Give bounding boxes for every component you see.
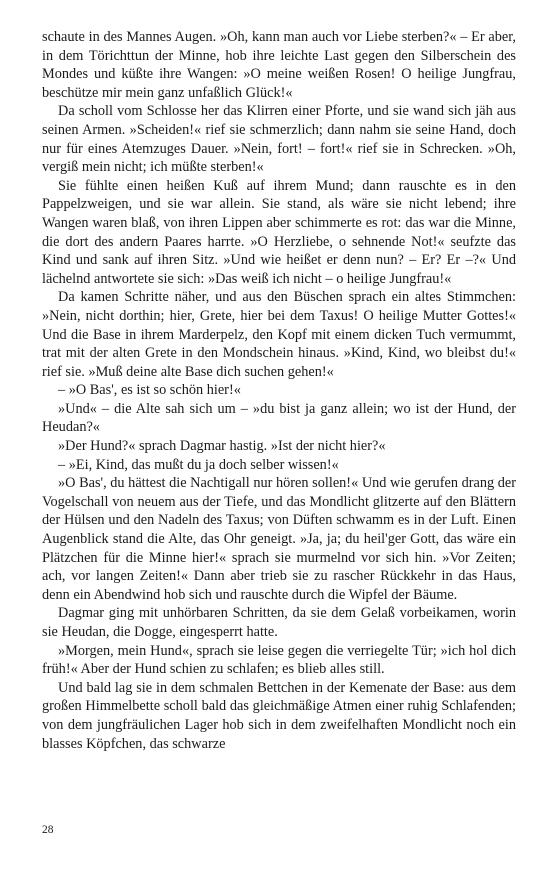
paragraph-9: »O Bas', du hättest die Nachtigall nur hören sollen!« Und wie gerufen drang der Vogelschall von neuem aus der Tiefe, und das Mondlicht glitzerte auf den Blättern der Hülsen und den Nadeln des Taxus; von Düften schwamm es in der Luft. Einen Augenblick stand die Alte, das Ohr geneigt. »Ja, ja; du heil'ger Gott, das wäre ein Plätzchen für die Minne hier!« sprach sie murmelnd vor sich hin. »Vor Zeiten; ach, vor langen Zeiten!« Dann aber trieb sie zu rascher Rückkehr in das Haus, denn ein Abendwind hob sich und rauschte durch die Wipfel der Bäume. bbox=[42, 475, 516, 603]
page-number: 28 bbox=[42, 824, 54, 836]
paragraph-3: Sie fühlte einen heißen Kuß auf ihrem Mund; dann rauschte es in den Pappelzweigen, und sie war allein. Sie stand, als wäre sie nicht lebend; ihre Wangen waren blaß, von ihren Lippen aber schimmerte es rot: das war die Minne, die dort des andern Paares harrte. »O Herzliebe, o sehnende Not!« seufzte das Kind und sank auf ihren Sitz. »Und wie heißet er denn nun? – Er? Er –?« Und lächelnd antwortete sie sich: »Das weiß ich nicht – o heilige Jungfrau!« bbox=[42, 177, 516, 287]
paragraph-10: Dagmar ging mit unhörbaren Schritten, da sie dem Gelaß vorbeikamen, worin sie Heudan, die Dogge, eingesperrt hatte. bbox=[42, 605, 516, 640]
paragraph-2: Da scholl vom Schlosse her das Klirren einer Pforte, und sie wand sich jäh aus seinen Armen. »Scheiden!« rief sie schmerzlich; dann nahm sie seine Hand, doch nur für eines Atemzuges Dauer. »Nein, fort! – fort!« rief sie in Schrecken. »Oh, vergiß mein nicht; ich müßte sterben!« bbox=[42, 103, 516, 176]
paragraph-8: – »Ei, Kind, das mußt du ja doch selber wissen!« bbox=[58, 456, 339, 473]
body-text bbox=[42, 28, 516, 753]
paragraph-5: – »O Bas', es ist so schön hier!« bbox=[58, 382, 241, 399]
paragraph-7: »Der Hund?« sprach Dagmar hastig. »Ist der nicht hier?« bbox=[58, 438, 386, 455]
paragraph-1: schaute in des Mannes Augen. »Oh, kann man auch vor Liebe sterben?« – Er aber, in dem Törichttun der Minne, hob ihre leichte Last gegen den Silberschein des Mondes und küßte ihre Wangen: »O meine weißen Rosen! O heilige Jungfrau, beschütze mir mein ganz unfaßlich Glück!« bbox=[42, 29, 516, 101]
paragraph-12: Und bald lag sie in dem schmalen Bettchen in der Kemenate der Base: aus dem großen Himmelbette scholl bald das gleichmäßige Atmen einer ruhig Schlafenden; von dem jungfräulichen Lager hob sich in dem zweifelhaften Mondlicht noch ein blasses Köpfchen, das schwarze bbox=[42, 679, 516, 752]
paragraph-11: »Morgen, mein Hund«, sprach sie leise gegen die verriegelte Tür; »ich hol dich früh!« Aber der Hund schien zu schlafen; es blieb alles still. bbox=[42, 642, 516, 678]
paragraph-6: »Und« – die Alte sah sich um – »du bist ja ganz allein; wo ist der Hund, der Heudan?« bbox=[42, 400, 516, 436]
paragraph-4: Da kamen Schritte näher, und aus den Büschen sprach ein altes Stimmchen: »Nein, nicht dorthin; hier, Grete, hier bei dem Taxus! O heilige Mutter Gottes!« Und die Base in ihrem Marderpelz, den Kopf mit einem dicken Tuch vermummt, trat mit der alten Grete in den Mondschein hinaus. »Kind, Kind, wo bleibst du!« rief sie. »Muß deine alte Base dich suchen gehen!« bbox=[42, 289, 516, 380]
